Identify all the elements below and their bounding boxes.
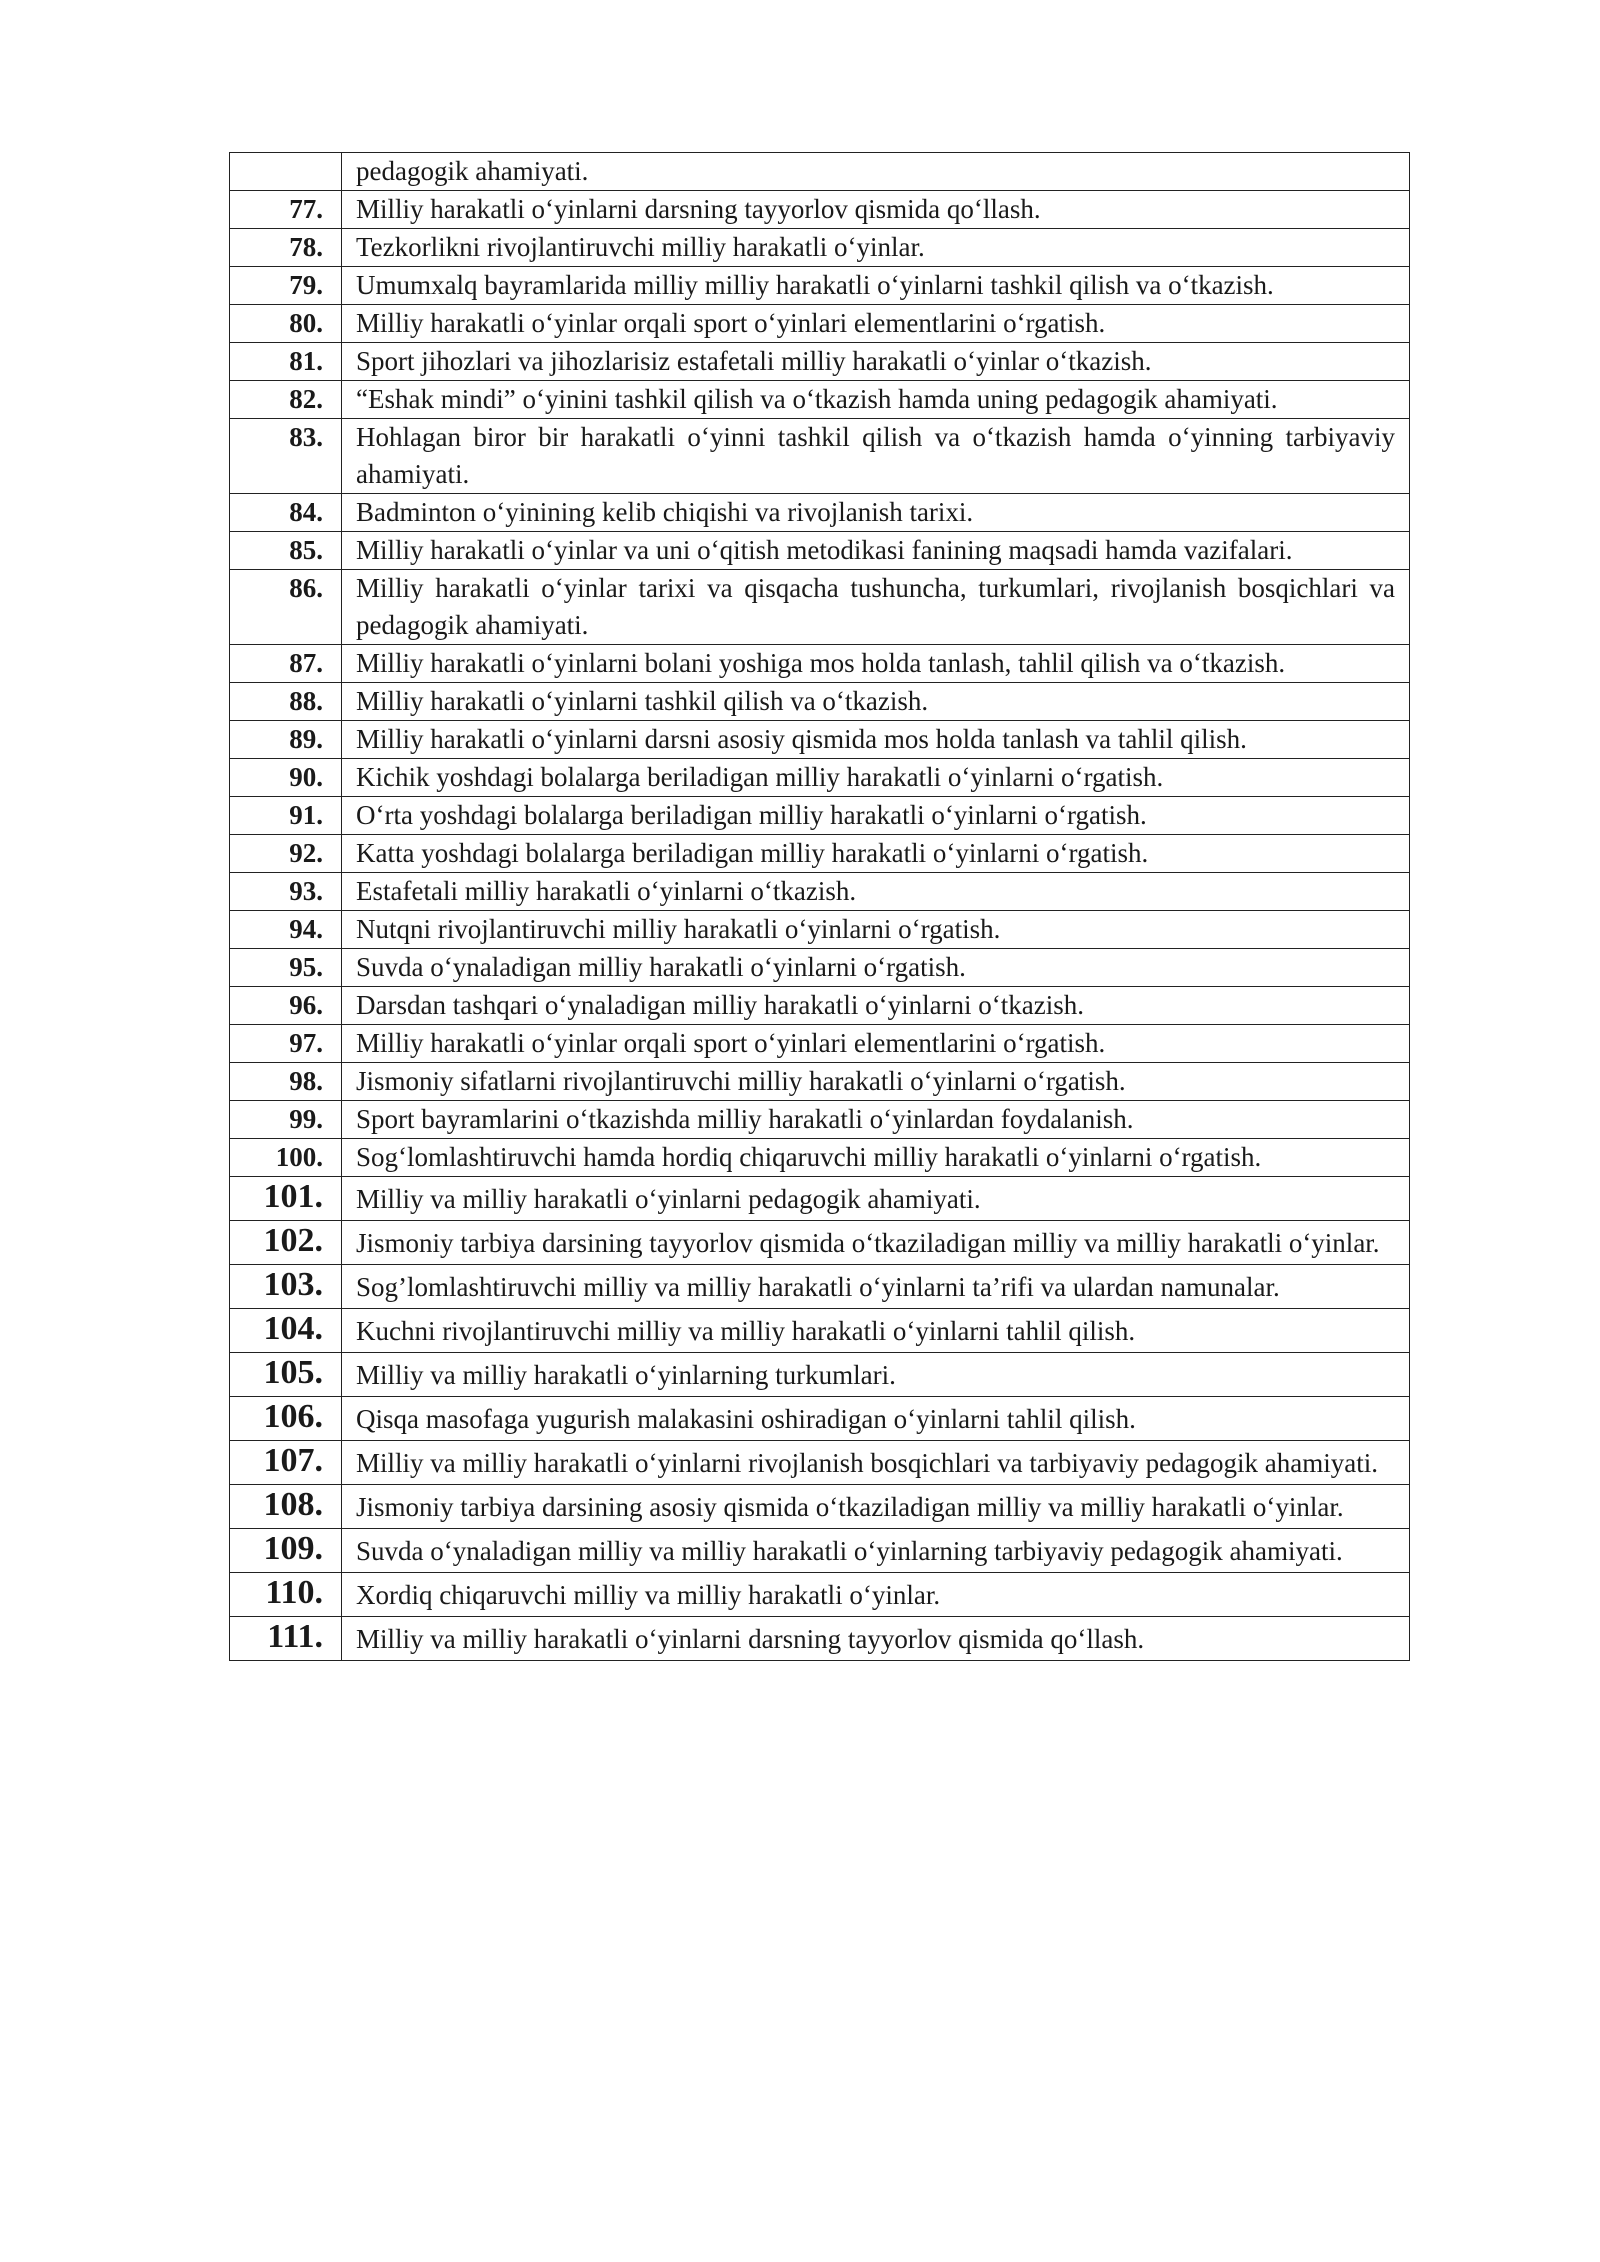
table-row (230, 835, 1410, 873)
row-text: Estafetali milliy harakatli o‘yinlarni o‘tkazish. (342, 873, 1410, 911)
row-number: 93. (230, 873, 342, 911)
table-row (230, 1441, 1410, 1485)
row-number: 97. (230, 1025, 342, 1063)
row-text: Qisqa masofaga yugurish malakasini oshiradigan o‘yinlarni tahlil qilish. (342, 1397, 1410, 1441)
table-row (230, 570, 1410, 645)
row-number: 95. (230, 949, 342, 987)
row-number: 96. (230, 987, 342, 1025)
table-row (230, 1265, 1410, 1309)
row-number: 91. (230, 797, 342, 835)
table-row (230, 381, 1410, 419)
row-number: 83. (230, 419, 342, 494)
row-number: 99. (230, 1101, 342, 1139)
row-text: Milliy harakatli o‘yinlar va uni o‘qitish metodikasi fanining maqsadi hamda vazifalari. (342, 532, 1410, 570)
row-text: Katta yoshdagi bolalarga beriladigan milliy harakatli o‘yinlarni o‘rgatish. (342, 835, 1410, 873)
row-text: Suvda o‘ynaladigan milliy harakatli o‘yinlarni o‘rgatish. (342, 949, 1410, 987)
row-number: 86. (230, 570, 342, 645)
row-text: Darsdan tashqari o‘ynaladigan milliy harakatli o‘yinlarni o‘tkazish. (342, 987, 1410, 1025)
row-text: Kuchni rivojlantiruvchi milliy va milliy harakatli o‘yinlarni tahlil qilish. (342, 1309, 1410, 1353)
table-row (230, 229, 1410, 267)
row-number: 82. (230, 381, 342, 419)
table-row (230, 949, 1410, 987)
row-number: 88. (230, 683, 342, 721)
row-text: Suvda o‘ynaladigan milliy va milliy harakatli o‘yinlarning tarbiyaviy pedagogik ahamiyati. (342, 1529, 1410, 1573)
row-number: 90. (230, 759, 342, 797)
table-row (230, 419, 1410, 494)
row-text: Milliy harakatli o‘yinlar orqali sport o‘yinlari elementlarini o‘rgatish. (342, 305, 1410, 343)
row-text: Milliy va milliy harakatli o‘yinlarning turkumlari. (342, 1353, 1410, 1397)
row-text: Milliy va milliy harakatli o‘yinlarni darsning tayyorlov qismida qo‘llash. (342, 1617, 1410, 1661)
row-number: 78. (230, 229, 342, 267)
row-text: Hohlagan biror bir harakatli o‘yinni tashkil qilish va o‘tkazish hamda o‘yinning tarbiyaviy ahamiyati. (342, 419, 1410, 494)
table-row (230, 1063, 1410, 1101)
table-row (230, 305, 1410, 343)
row-text: Milliy va milliy harakatli o‘yinlarni rivojlanish bosqichlari va tarbiyaviy pedagogik ahamiyati. (342, 1441, 1410, 1485)
table-row (230, 494, 1410, 532)
row-number: 81. (230, 343, 342, 381)
row-text: Sport jihozlari va jihozlarisiz estafetali milliy harakatli o‘yinlar o‘tkazish. (342, 343, 1410, 381)
table-row (230, 1025, 1410, 1063)
row-number: 79. (230, 267, 342, 305)
table-row (230, 1221, 1410, 1265)
table-row (230, 1309, 1410, 1353)
table-row (230, 1529, 1410, 1573)
table-row (230, 267, 1410, 305)
row-text: Jismoniy sifatlarni rivojlantiruvchi milliy harakatli o‘yinlarni o‘rgatish. (342, 1063, 1410, 1101)
row-number: 106. (230, 1397, 342, 1441)
table-row (230, 1353, 1410, 1397)
table-row (230, 721, 1410, 759)
row-number: 109. (230, 1529, 342, 1573)
row-text: O‘rta yoshdagi bolalarga beriladigan milliy harakatli o‘yinlarni o‘rgatish. (342, 797, 1410, 835)
row-number: 77. (230, 191, 342, 229)
table-row (230, 683, 1410, 721)
row-text: pedagogik ahamiyati. (342, 153, 1410, 191)
table-row (230, 1139, 1410, 1177)
row-text: Jismoniy tarbiya darsining asosiy qismida o‘tkaziladigan milliy va milliy harakatli o‘yinlar. (342, 1485, 1410, 1529)
row-text: Jismoniy tarbiya darsining tayyorlov qismida o‘tkaziladigan milliy va milliy harakatli o‘yinlar. (342, 1221, 1410, 1265)
row-number: 100. (230, 1139, 342, 1177)
row-text: Sog’lomlashtiruvchi milliy va milliy harakatli o‘yinlarni ta’rifi va ulardan namunalar. (342, 1265, 1410, 1309)
row-number: 92. (230, 835, 342, 873)
row-text: Sport bayramlarini o‘tkazishda milliy harakatli o‘yinlardan foydalanish. (342, 1101, 1410, 1139)
row-number: 105. (230, 1353, 342, 1397)
row-number: 84. (230, 494, 342, 532)
row-text: Xordiq chiqaruvchi milliy va milliy harakatli o‘yinlar. (342, 1573, 1410, 1617)
table-row (230, 797, 1410, 835)
row-number: 101. (230, 1177, 342, 1221)
table-row (230, 1485, 1410, 1529)
row-number: 87. (230, 645, 342, 683)
table-row (230, 873, 1410, 911)
table-row (230, 1397, 1410, 1441)
table-row (230, 759, 1410, 797)
row-text: Kichik yoshdagi bolalarga beriladigan milliy harakatli o‘yinlarni o‘rgatish. (342, 759, 1410, 797)
row-text: Milliy harakatli o‘yinlar tarixi va qisqacha tushuncha, turkumlari, rivojlanish bosqichlari va pedagogik ahamiyati. (342, 570, 1410, 645)
table-row (230, 191, 1410, 229)
row-text: Milliy harakatli o‘yinlar orqali sport o‘yinlari elementlarini o‘rgatish. (342, 1025, 1410, 1063)
row-number: 108. (230, 1485, 342, 1529)
table-row (230, 1101, 1410, 1139)
table-row (230, 1573, 1410, 1617)
row-number: 85. (230, 532, 342, 570)
table-row (230, 1617, 1410, 1661)
row-text: “Eshak mindi” o‘yinini tashkil qilish va o‘tkazish hamda uning pedagogik ahamiyati. (342, 381, 1410, 419)
row-text: Nutqni rivojlantiruvchi milliy harakatli o‘yinlarni o‘rgatish. (342, 911, 1410, 949)
row-number: 98. (230, 1063, 342, 1101)
row-number: 103. (230, 1265, 342, 1309)
row-text: Milliy harakatli o‘yinlarni darsni asosiy qismida mos holda tanlash va tahlil qilish. (342, 721, 1410, 759)
row-text: Umumxalq bayramlarida milliy milliy harakatli o‘yinlarni tashkil qilish va o‘tkazish. (342, 267, 1410, 305)
row-number: 94. (230, 911, 342, 949)
row-text: Milliy harakatli o‘yinlarni darsning tayyorlov qismida qo‘llash. (342, 191, 1410, 229)
row-text: Badminton o‘yinining kelib chiqishi va rivojlanish tarixi. (342, 494, 1410, 532)
table-row (230, 645, 1410, 683)
table-row (230, 911, 1410, 949)
row-number: 80. (230, 305, 342, 343)
table-row (230, 987, 1410, 1025)
row-text: Milliy harakatli o‘yinlarni tashkil qilish va o‘tkazish. (342, 683, 1410, 721)
row-number: 111. (230, 1617, 342, 1661)
row-text: Sog‘lomlashtiruvchi hamda hordiq chiqaruvchi milliy harakatli o‘yinlarni o‘rgatish. (342, 1139, 1410, 1177)
questions-table-body (230, 153, 1410, 1661)
table-row (230, 153, 1410, 191)
row-number (230, 153, 342, 191)
row-text: Milliy harakatli o‘yinlarni bolani yoshiga mos holda tanlash, tahlil qilish va o‘tkazish. (342, 645, 1410, 683)
row-number: 104. (230, 1309, 342, 1353)
row-number: 102. (230, 1221, 342, 1265)
table-row (230, 532, 1410, 570)
row-number: 89. (230, 721, 342, 759)
row-number: 107. (230, 1441, 342, 1485)
table-row (230, 343, 1410, 381)
row-text: Tezkorlikni rivojlantiruvchi milliy harakatli o‘yinlar. (342, 229, 1410, 267)
row-number: 110. (230, 1573, 342, 1617)
questions-table (229, 152, 1410, 1661)
row-text: Milliy va milliy harakatli o‘yinlarni pedagogik ahamiyati. (342, 1177, 1410, 1221)
table-row (230, 1177, 1410, 1221)
